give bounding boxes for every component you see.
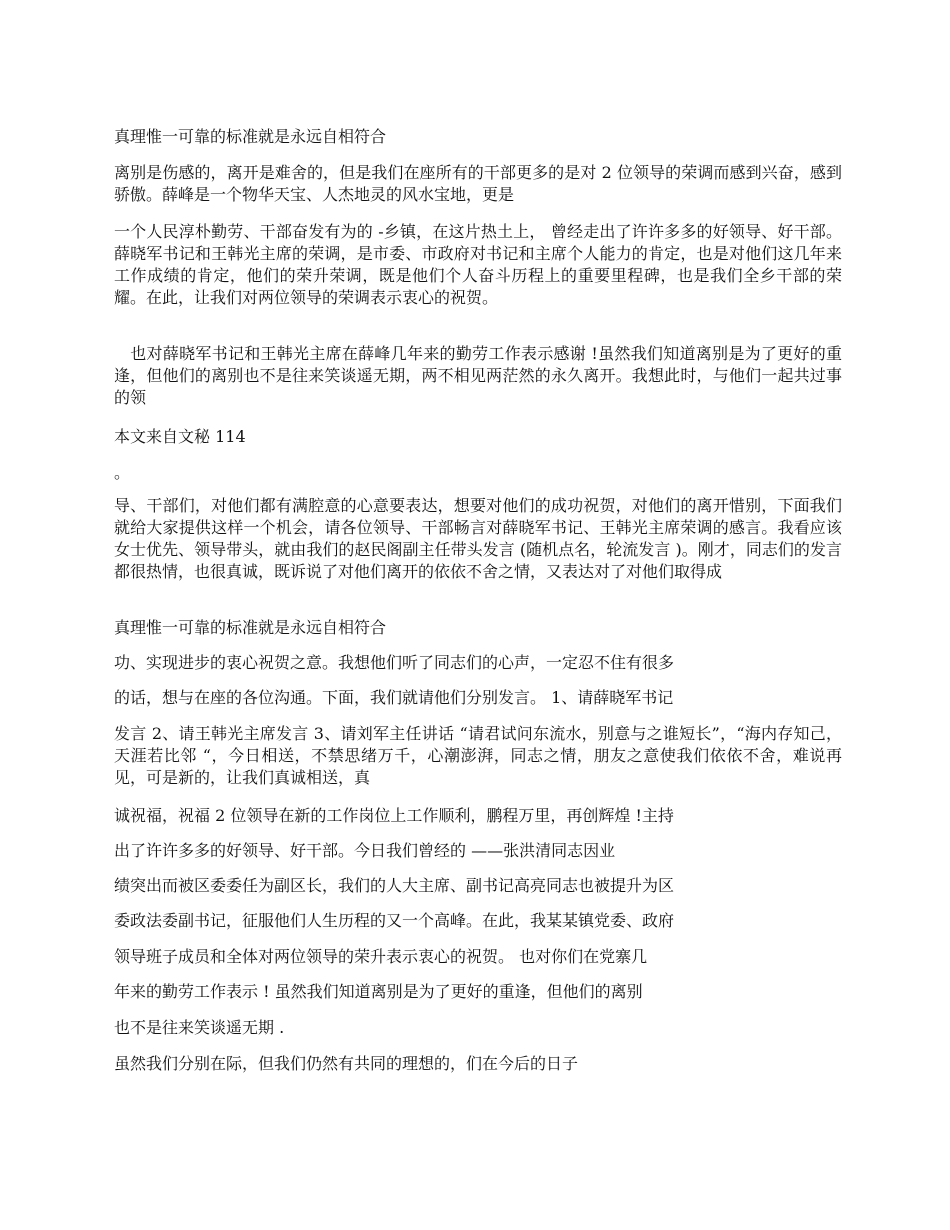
paragraph-12: 诚祝福，祝福 2 位领导在新的工作岗位上工作顺利，鹏程万里，再创辉煌 !主持: [114, 806, 674, 825]
paragraph-6: 。: [114, 463, 131, 482]
paragraph-18: 也不是往来笑谈遥无期 .: [114, 1018, 285, 1037]
paragraph-1: 真理惟一可靠的标准就是永远自相符合: [114, 127, 387, 146]
paragraph-7: 导、干部们，对他们都有满腔意的心意要表达，想要对他们的成功祝贺，对他们的离开惜别，下面我们就给大家提供这样一个机会，请各位领导、干部畅言对薛晓军书记、王韩光主席荣调的感言。我看应该女士优先、领导带头，就由我们的赵民阁副主任带头发言 (随机点名，轮流发言 )。刚才，同志们的发言都很热情，也很真诚，既诉说了对他们离开的依依不舍之情，又表达对了对他们取得成: [114, 496, 842, 581]
paragraph-13: 出了许许多多的好领导、好干部。今日我们曾经的 ——张洪清同志因业: [114, 841, 616, 860]
paragraph-14: 绩突出而被区委委任为副区长，我们的人大主席、副书记高亮同志也被提升为区: [114, 876, 675, 895]
paragraph-16: 领导班子成员和全体对两位领导的荣升表示衷心的祝贺。 也对你们在党寨几: [114, 947, 648, 966]
paragraph-8: 真理惟一可靠的标准就是永远自相符合: [114, 618, 387, 637]
paragraph-3: 一个人民淳朴勤劳、干部奋发有为的 -乡镇，在这片热土上， 曾经走出了许许多多的好领导、好干部。薛晓军书记和王韩光主席的荣调，是市委、市政府对书记和主席个人能力的肯定，也是对他们这几年来工作成绩的肯定，他们的荣升荣调，既是他们个人奋斗历程上的重要里程碑，也是我们全乡干部的荣耀。在此，让我们对两位领导的荣调表示衷心的祝贺。: [114, 222, 842, 307]
document-page: [114, 0, 842, 1230]
paragraph-10: 的话，想与在座的各位沟通。下面，我们就请他们分别发言。 1、请薛晓军书记: [114, 688, 674, 707]
paragraph-5: 本文来自文秘 114: [114, 427, 246, 446]
paragraph-15: 委政法委副书记，征服他们人生历程的又一个高峰。在此，我某某镇党委、政府: [114, 911, 675, 930]
paragraph-9: 功、实现进步的衷心祝贺之意。我想他们听了同志们的心声，一定忍不住有很多: [114, 653, 675, 672]
paragraph-11: 发言 2、请王韩光主席发言 3、请刘军主任讲话 “请君试问东流水，别意与之谁短长”，“海内存知己，天涯若比邻 “，今日相送，不禁思绪万千，心潮澎湃，同志之情，朋友之意使我们依依不舍，难说再见，可是新的，让我们真诚相送，真: [114, 724, 842, 787]
paragraph-19: 虽然我们分别在际，但我们仍然有共同的理想的，们在今后的日子: [114, 1054, 579, 1073]
paragraph-2: 离别是伤感的，离开是难舍的，但是我们在座所有的干部更多的是对 2 位领导的荣调而感到兴奋，感到骄傲。薛峰是一个物华天宝、人杰地灵的风水宝地，更是: [114, 163, 842, 204]
paragraph-17: 年来的勤劳工作表示 ! 虽然我们知道离别是为了更好的重逢，但他们的离别: [114, 982, 643, 1001]
paragraph-4: 也对薛晓军书记和王韩光主席在薛峰几年来的勤劳工作表示感谢 !虽然我们知道离别是为了更好的重逢，但他们的离别也不是往来笑谈遥无期，两不相见两茫然的永久离开。我想此时，与他们一起共过事的领: [114, 344, 842, 407]
